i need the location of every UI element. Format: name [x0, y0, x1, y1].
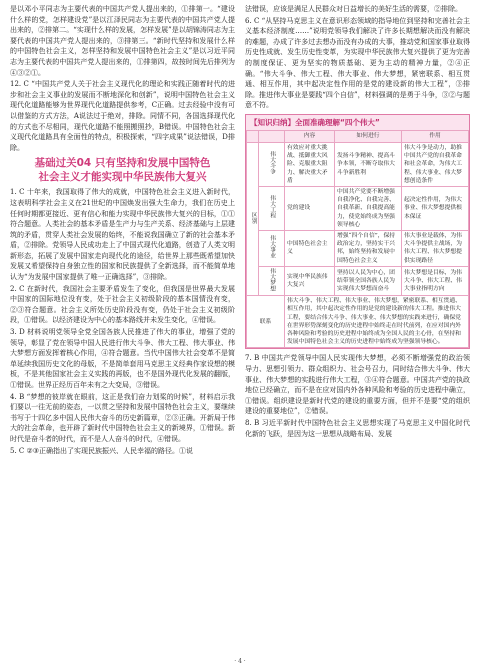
page-number: · 4 ·: [234, 658, 246, 665]
how-cell: 增强“四个自信”，保持政治定力，坚持实干兴邦，始终坚持和发展中国特色社会主义: [335, 230, 402, 266]
table-row: [247, 186, 469, 230]
knowledge-box: [245, 114, 470, 349]
row-name-text: 伟大斗争: [268, 151, 275, 175]
header-cell: [247, 130, 259, 142]
row-name: [259, 186, 285, 230]
answer-paragraph: 法错误，应该是满足人民群众对日益增长的美好生活的需要，②排除。: [245, 5, 462, 13]
answer-paragraph: 2. C 在新时代，我国社会主要矛盾发生了变化，但我国是世界最大发展中国家的国际地位没有变，处于社会主义初级阶段的基本国情没有变，②③符合题意。社会主义所处历史阶段没有变，仍处于社会主义初级阶段，①错误。以经济建设为中心的基本路线并未发生变化，④错误。: [10, 284, 235, 325]
answer-paragraph: 8. B 习近平新时代中国特色社会主义思想实现了马克思主义中国化时代化新的飞跃，是因为这一思想从战略布局、发展: [245, 418, 470, 438]
answer-paragraph: 3. D 材料说明党领导全党全国各族人民推进了伟大的事业，增强了党的领导，彰显了党在领导中国人民进行伟大斗争、伟大工程、伟大事业、伟大梦想方面发挥着核心作用，④符合题意。当代中国伟大社会变革不是简单延续我国历史文化的母版，不是简单套用马克思主义经典作家设想的模板，不是其他国家社会主义实践的再版，也不是国外现代化发展的翻版，①错误。世界正经历百年未有之大变局，③错误。: [10, 328, 235, 389]
header-cell: 如何进行: [335, 130, 402, 142]
answer-paragraph: 12. C “中国共产党人关于社会主义现代化的理论和实践正随着时代的进步和社会主义事业的发展而不断地深化和创新”，说明中国特色社会主义现代化道路能够为世界现代化道路提供参考，C正确。过去经验中没有可以借鉴的方式方法，A说法过于绝对，排除。同情不同，各国选择现代化的方式也不尽相同，现代化道路不能照搬照抄，B错误。中国特色社会主义现代化道路具有全面性的特点，积极探索，“四字成果”说法错误，D排除。: [10, 80, 235, 152]
category-label: 区别: [250, 211, 257, 224]
section-heading-line2: 社会主义才能实现中华民族伟大复兴: [38, 171, 207, 184]
role-cell: 伟大事业是载体，为伟大斗争提供主战场，为伟大工程、伟大梦想提供实现路径: [402, 230, 469, 266]
answer-paragraph: 6. C “从坚持马克思主义在意识形态领域的指导地位到坚持和完善社会主义基本经济制度……”说明党领导我们解决了许多长期想解决而没有解决的难题，办成了许多过去想办而没有办成的大事，推动党和国家事业取得历史性成就、发生历史性变革，为实现中华民族伟大复兴提供了更为完善的制度保证、更为坚实的物质基础、更为主动的精神力量，②④正确。“伟大斗争、伟大工程、伟大事业、伟大梦想，紧密联系、相互贯通、相互作用，其中起决定性作用的是党的建设新的伟大工程”，③排除。推进伟大事业是要践“四个自信”，材料强调的是勇于斗争，③②与题意不符。: [245, 16, 470, 110]
right-column: [245, 4, 470, 440]
content-cell: 中国特色社会主义: [285, 230, 335, 266]
answer-paragraph: 是以邓小平同志为主要代表的中国共产党人提出来的，①排第一。“建设什么样的党，怎样建设党”是以江泽民同志为主要代表的中国共产党人提出来的，②排第二。“实现什么样的发展，怎样发展”是以胡锦涛同志为主要代表的中国共产党人提出来的，③排第三。“新时代坚持和发展什么样的中国特色社会主义，怎样坚持和发展中国特色社会主义”是以习近平同志为主要代表的中国共产党人提出来的，①排第四，故按时间先后排列为④③②①。: [10, 5, 235, 77]
table-row: [247, 266, 469, 295]
row-name: [259, 142, 285, 186]
knowledge-table: [246, 130, 469, 348]
how-cell: 坚持以人民为中心，团结带领全国各族人民为实现伟大梦想而奋斗: [335, 266, 402, 295]
table-row: [247, 296, 469, 348]
section-heading: [10, 156, 235, 184]
row-name: [259, 266, 285, 295]
answer-paragraph: 4. B “梦想的彼岸就在眼前，这正是我们奋力划桨的时候”，材料启示我们要以一往无前的姿态，一以贯之坚持和发展中国特色社会主义，要继续书写于十四亿多中国人民伟大奋斗的历史新篇章，②③正确。开新局于伟大的社会革命，也开辟了新时代中国特色社会主义的新境界，①错误。新时代是奋斗者的时代，而不是人人奋斗的时代，④错误。: [10, 392, 235, 443]
row-name-text: 伟大事业: [268, 235, 275, 259]
link-label: 联系: [247, 296, 285, 348]
row-name-text: 伟大工程: [268, 195, 275, 219]
role-cell: 伟大斗争是动力，助推中国共产党的自我革命和社会革命，为伟大工程、伟大事业、伟大梦想创造条件: [402, 142, 469, 186]
content-cell: 有效应对重大挑战、抵御重大风险、克服重大阻力、解决重大矛盾: [285, 142, 335, 186]
header-cell: 作用: [402, 130, 469, 142]
knowledge-box-title: 【知识归纳】全面准确理解“四个伟大”: [246, 115, 469, 130]
answer-paragraph: 7. B 中国共产党领导中国人民实现伟大梦想，必须不断增强党的政治领导力、思想引领力、群众组织力、社会号召力，同时结合伟大斗争、伟大事业、伟大梦想的实践进行伟大工程，③④符合题意。中国共产党的执政地位已经确立，而不是在应对国内外各种风险和考验的历史进程中确立，①错误。组织建设是新时代党的建设的重要方面，但并不是要“党的组织建设的重要地位”，②错误。: [245, 354, 470, 416]
header-cell: [259, 130, 285, 142]
row-name: [259, 230, 285, 266]
section-heading-line1: 基础过关04 只有坚持和发展中国特色: [34, 157, 211, 170]
role-cell: 起决定性作用，为伟大事业、伟大梦想提供根本保证: [402, 186, 469, 230]
answer-paragraph: 5. C ②③正确指出了实现民族振兴、人民幸福的路径。①说: [10, 446, 194, 455]
table-row: [247, 230, 469, 266]
row-name-text: 伟大梦想: [268, 267, 275, 291]
how-cell: 发扬斗争精神、提高斗争本领，不断夺取伟大斗争新胜利: [335, 142, 402, 186]
left-column: [10, 4, 235, 457]
content-cell: 实现中华民族伟大复兴: [285, 266, 335, 295]
table-row: [247, 142, 469, 186]
answer-paragraph: 1. C 十年来，我国取得了伟大的成就，中国特色社会主义进入新时代，这表明科学社会主义在21世纪的中国焕发出强大生命力，我们在历史上任何时期都更接近、更有信心和能力实现中华民族伟大复兴的目标，①①符合题意。人类社会的基本矛盾是生产力与生产关系、经济基础与上层建筑的矛盾，贯穿人类社会发展的始终，不能说我国确立了新的社会基本矛盾，②排除。党领导人民成功走上了中国式现代化道路，创造了人类文明新形态，拓展了发展中国家走向现代化的途径，给世界上那些既希望加快发展又希望保持自身独立性的国家和民族提供了全新选择，而不能简单地认为“为发展中国家提供了唯一正确选择”，③排除。: [10, 188, 235, 282]
category-cell: [247, 142, 259, 295]
role-cell: 伟大梦想是目标，为伟大斗争、伟大工程、伟大事业指明方向: [402, 266, 469, 295]
how-cell: 中国共产党要不断增强自我净化、自我完善、自我革新、自我提高能力，使党始终成为坚强领导核心: [335, 186, 402, 230]
link-text: 伟大斗争、伟大工程、伟大事业、伟大梦想，紧密联系、相互贯通、相互作用，其中起决定性作用的是党的建设新的伟大工程。推进伟大工程，要结合伟大斗争、伟大事业、伟大梦想的实践来进行，确保党在世界形势深刻变化的历史进程中始终走在时代前列，在应对国内外各种风险和考验的历史进程中始终成为全国人民的主心骨，在坚持和发展中国特色社会主义的历史进程中始终成为坚强领导核心。: [285, 296, 469, 348]
header-cell: 内容: [285, 130, 335, 142]
knowledge-table-header: [247, 130, 469, 142]
content-cell: 党的建设: [285, 186, 335, 230]
